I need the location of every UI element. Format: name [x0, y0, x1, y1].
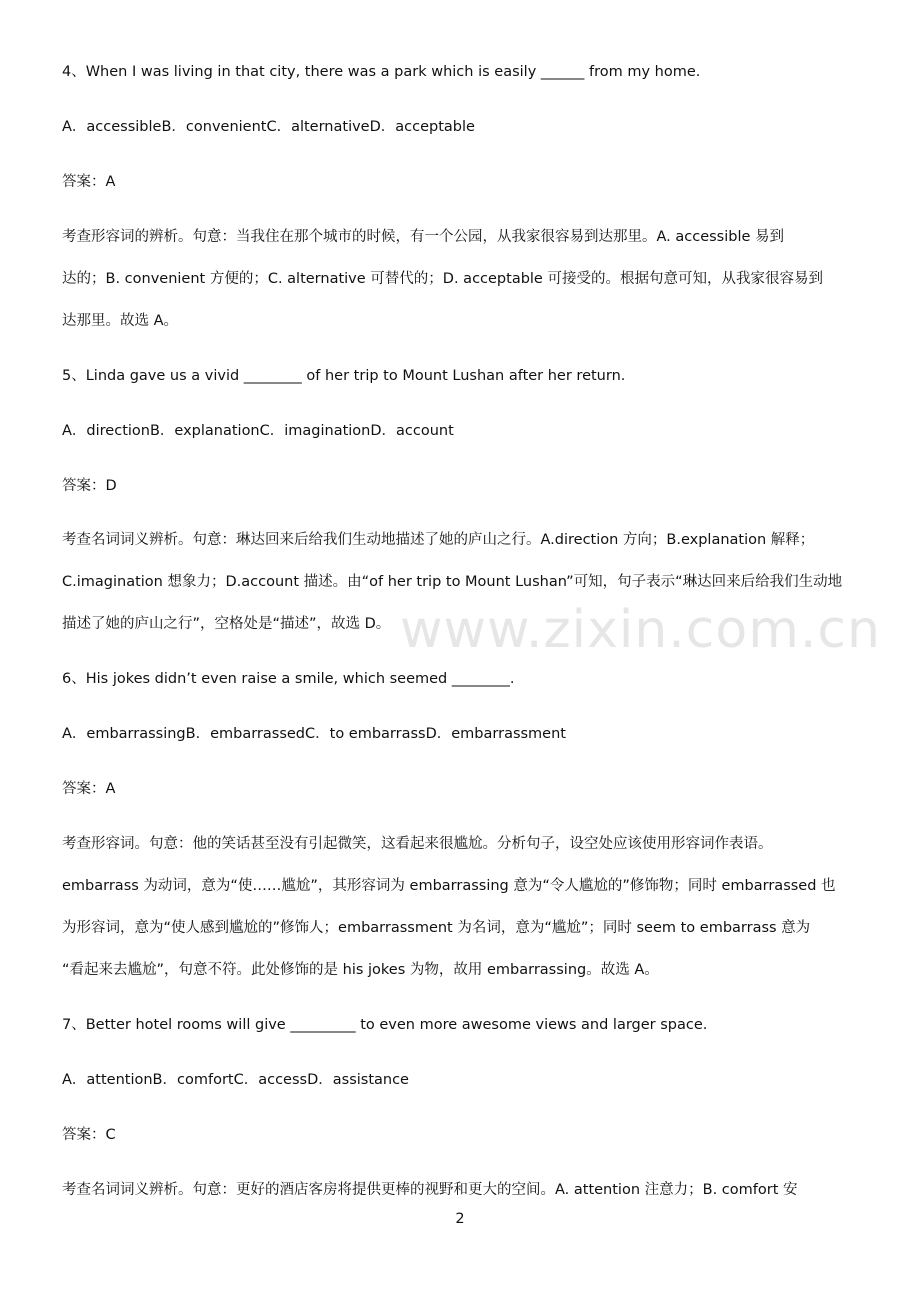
question-7-text: 7、Better hotel rooms will give _________ to even more awesome views and larger space. [62, 1017, 708, 1033]
question-4-answer: 答案：A [62, 174, 116, 190]
question-5-explanation-line: 考查名词词义辨析。句意：琳达回来后给我们生动地描述了她的庐山之行。A.direction 方向；B.explanation 解释； [62, 532, 815, 548]
question-7-answer: 答案：C [62, 1127, 116, 1143]
question-5-answer: 答案：D [62, 478, 117, 494]
question-6-text: 6、His jokes didn’t even raise a smile, which seemed ________. [62, 671, 515, 687]
question-6-options: A．embarrassingB．embarrassedC．to embarrassD．embarrassment [62, 726, 566, 742]
question-6-explanation-line: “看起来去尴尬”，句意不符。此处修饰的是 his jokes 为物，故用 embarrassing。故选 A。 [62, 962, 659, 978]
question-5-options: A．directionB．explanationC．imaginationD．account [62, 423, 454, 439]
question-6-explanation-line: embarrass 为动词，意为“使……尴尬”，其形容词为 embarrassing 意为“令人尴尬的”修饰物；同时 embarrassed 也 [62, 878, 836, 894]
question-4-explanation-line: 达那里。故选 A。 [62, 313, 179, 329]
question-5-explanation-line: C.imagination 想象力；D.account 描述。由“of her trip to Mount Lushan”可知，句子表示“琳达回来后给我们生动地 [62, 574, 843, 590]
question-7-explanation-line: 考查名词词义辨析。句意：更好的酒店客房将提供更棒的视野和更大的空间。A. attention 注意力；B. comfort 安 [62, 1182, 798, 1198]
question-6-answer: 答案：A [62, 781, 116, 797]
question-6-explanation-line: 考查形容词。句意：他的笑话甚至没有引起微笑，这看起来很尴尬。分析句子，设空处应该使用形容词作表语。 [62, 836, 773, 852]
question-4-options: A．accessibleB．convenientC．alternativeD．acceptable [62, 119, 475, 135]
question-7-options: A．attentionB．comfortC．accessD．assistance [62, 1072, 409, 1088]
question-4-explanation-line: 考查形容词的辨析。句意：当我住在那个城市的时候，有一个公园，从我家很容易到达那里。A. accessible 易到 [62, 229, 785, 245]
question-6-explanation-line: 为形容词，意为“使人感到尴尬的”修饰人；embarrassment 为名词，意为“尴尬”；同时 seem to embarrass 意为 [62, 920, 811, 936]
question-4-explanation-line: 达的；B. convenient 方便的；C. alternative 可替代的；D. acceptable 可接受的。根据句意可知，从我家很容易到 [62, 271, 823, 287]
question-4-text: 4、When I was living in that city, there was a park which is easily ______ from my home. [62, 64, 701, 80]
question-5-text: 5、Linda gave us a vivid ________ of her trip to Mount Lushan after her return. [62, 368, 626, 384]
question-5-explanation-line: 描述了她的庐山之行”，空格处是“描述”，故选 D。 [62, 616, 391, 632]
page-number: 2 [455, 1211, 465, 1227]
watermark: www.zixin.com.cn [400, 600, 881, 660]
